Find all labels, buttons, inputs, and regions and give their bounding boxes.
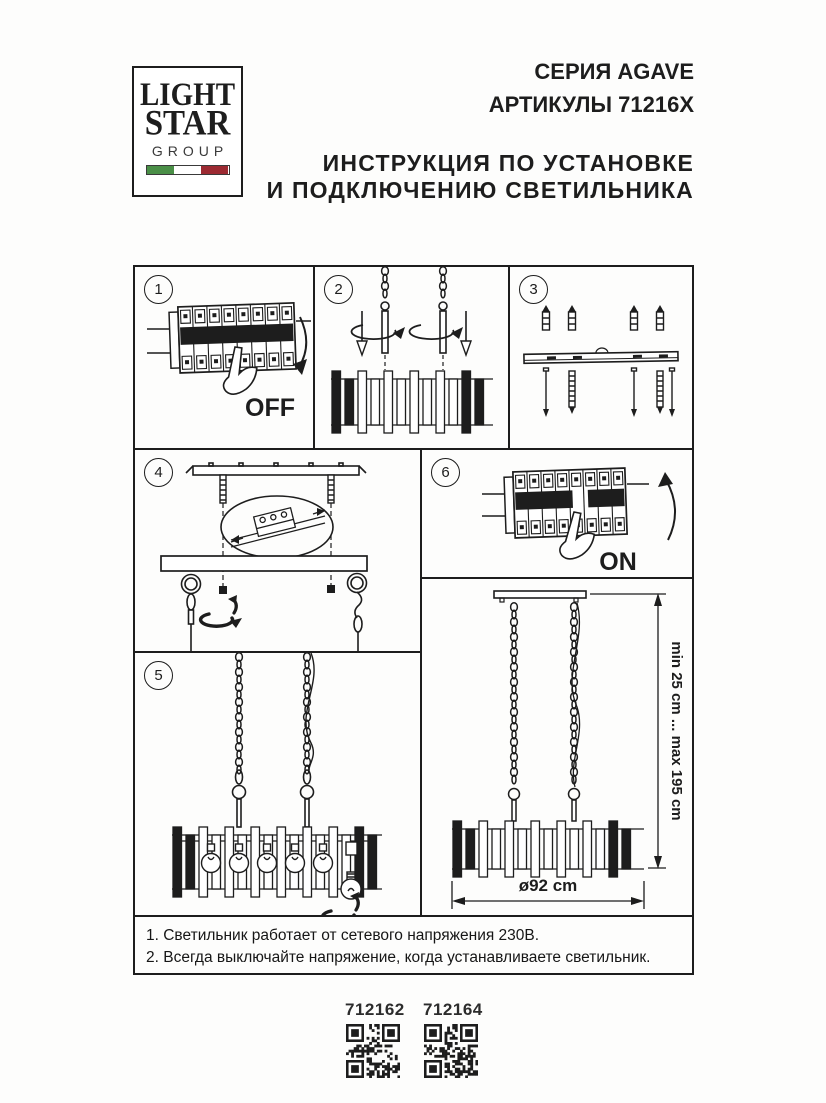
step-panel-6 xyxy=(420,448,694,579)
height-range-label: min 25 cm ... max 195 cm xyxy=(668,641,685,821)
logo-word-star: STAR xyxy=(144,104,231,144)
chain-icon xyxy=(236,653,243,774)
wall-anchors-icon xyxy=(542,305,664,330)
turn-on-arrow-icon xyxy=(666,480,675,540)
wiring-canopy-drawing xyxy=(135,450,420,651)
dimensions-panel xyxy=(420,577,694,917)
qr-block-712164 xyxy=(423,1000,483,1083)
qr-block-712162 xyxy=(345,1000,405,1083)
ceiling-bracket-icon xyxy=(186,463,366,475)
articles-title: АРТИКУЛЫ 71216X xyxy=(488,92,694,118)
off-label: OFF xyxy=(245,394,295,422)
chain-icon xyxy=(511,603,518,784)
screw-nut-icon xyxy=(219,586,227,594)
safety-notes xyxy=(133,915,694,975)
qr-code-icon xyxy=(346,1024,400,1078)
instruction-title-line2: И ПОДКЛЮЧЕНИЮ СВЕТИЛЬНИКА xyxy=(266,177,694,204)
qr-code-icon xyxy=(424,1024,478,1078)
italian-flag-icon xyxy=(146,165,230,175)
document-header xyxy=(267,60,694,204)
note-line-1: 1. Светильник работает от сетевого напряжения 230В. xyxy=(146,927,540,944)
chain-icon xyxy=(382,267,389,298)
step-number-3: 3 xyxy=(519,275,548,304)
flag-green-stripe xyxy=(147,166,174,174)
logo-word-group: GROUP xyxy=(151,143,229,160)
step-panel-1 xyxy=(133,265,315,450)
screw-nut-icon xyxy=(327,585,335,593)
qr-label-712162: 712162 xyxy=(345,1000,405,1019)
empty-socket-icon xyxy=(346,842,357,855)
screws-icon xyxy=(543,368,675,417)
turn-off-arrow-icon xyxy=(299,317,306,367)
step-number-1: 1 xyxy=(144,275,173,304)
lampshade-icon xyxy=(452,821,644,877)
breaker-on-drawing xyxy=(422,450,692,577)
step-panel-4 xyxy=(133,448,422,653)
series-title: СЕРИЯ AGAVE xyxy=(534,59,694,84)
instruction-title-line1: ИНСТРУКЦИЯ ПО УСТАНОВКЕ xyxy=(322,150,694,177)
step-number-2: 2 xyxy=(324,275,353,304)
diameter-label: ø92 cm xyxy=(518,876,578,895)
rotate-gesture-icon xyxy=(201,595,242,628)
circuit-breaker-icon xyxy=(504,468,627,538)
on-label: ON xyxy=(599,548,637,576)
height-dimension xyxy=(590,593,666,869)
hanging-ring-icon xyxy=(182,574,367,652)
chandelier-dimensions-drawing xyxy=(422,579,692,915)
flag-red-stripe xyxy=(201,166,228,174)
step-number-5: 5 xyxy=(144,661,173,690)
step-panel-2 xyxy=(313,265,510,450)
step-number-6: 6 xyxy=(431,458,460,487)
lampshade-icon xyxy=(331,371,493,433)
note-line-2: 2. Всегда выключайте напряжение, когда устанавливаете светильник. xyxy=(146,949,651,966)
chain-icon xyxy=(571,603,578,784)
step-panel-3 xyxy=(508,265,694,450)
step-panel-5 xyxy=(133,651,422,917)
ceiling-plate-icon xyxy=(494,591,586,598)
flag-white-stripe xyxy=(174,166,201,174)
instruction-title xyxy=(267,150,694,204)
bulb-install-drawing xyxy=(135,653,420,915)
terminal-block-magnifier-icon xyxy=(221,496,333,558)
chain-icon xyxy=(440,267,447,298)
lightstar-logo xyxy=(132,66,243,197)
canopy-bar-icon xyxy=(161,556,367,571)
qr-label-712164: 712164 xyxy=(423,1000,483,1019)
step-number-4: 4 xyxy=(144,458,173,487)
logo-word-light: LIGHT xyxy=(139,77,236,113)
